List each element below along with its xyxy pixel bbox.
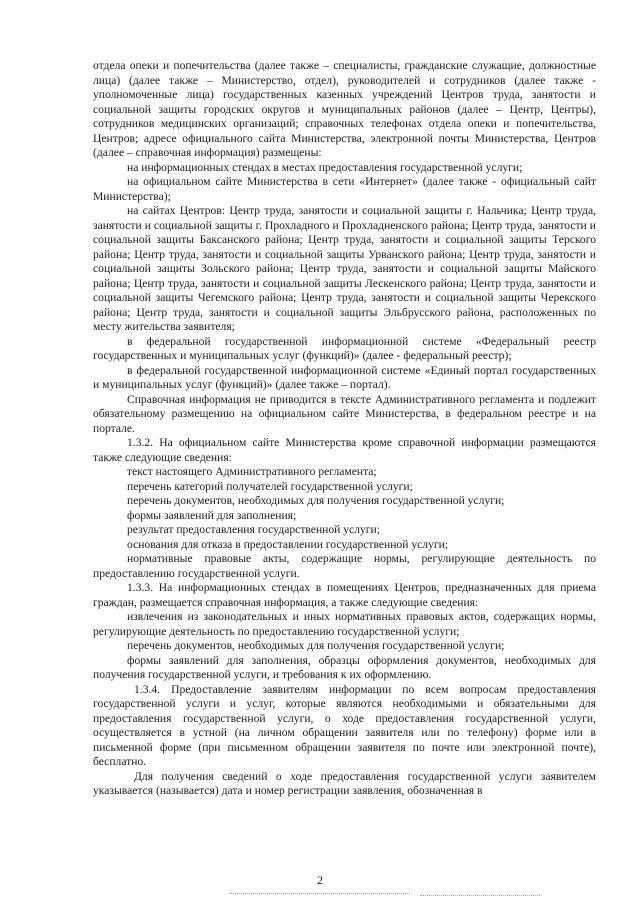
list-item: текст настоящего Административного регламента; xyxy=(127,465,377,478)
paragraph: в федеральной государственной информационной системе «Федеральный реестр государственных и муниципальных услуг (функций)» (далее - федеральный реестр); xyxy=(93,334,596,362)
list-item: формы заявлений для заполнения, образцы оформления документов, необходимых для получения государственной услуги, и требования к их оформлению. xyxy=(93,653,596,681)
list-item: результат предоставления государственной услуги; xyxy=(127,523,380,536)
section-paragraph: 1.3.2. На официальном сайте Министерства кроме справочной информации размещаются также следующие сведения: xyxy=(93,436,596,464)
paragraph: отдела опеки и попечительства (далее также – специалисты, гражданские служащие, должностные лица) (далее также – Министерство, отдел), руководителей и сотрудников (далее также - уполномоченные лица) государственных казенных учреждений Центров труда, занятости и социальной защиты городских округов и муниципальных районов (далее – Центр, Центры), сотрудников медицинских организаций; справочных телефонах отдела опеки и попечительства, Центров; адресе официального сайта Министерства, электронной почты Министерства, Центров (далее – справочная информация) размещены: xyxy=(93,59,596,159)
list-item: извлечения из законодательных и иных нормативных правовых актов, содержащих нормы, регулирующие деятельность по предоставлению государственной услуги; xyxy=(93,610,596,638)
footer-divider xyxy=(420,895,540,896)
page-number: 2 xyxy=(317,873,323,887)
list-item: нормативные правовые акты, содержащие нормы, регулирующие деятельность по предоставлению государственной услуги. xyxy=(93,552,596,580)
document-body xyxy=(93,59,596,799)
paragraph: на официальном сайте Министерства в сети «Интернет» (далее также - официальный сайт Министерства); xyxy=(93,175,596,203)
list-item: формы заявлений для заполнения; xyxy=(127,508,297,522)
paragraph: Справочная информация не приводится в тексте Административного регламента и подлежит обязательному размещению на официальном сайте Министерства, в федеральном реестре и на портале. xyxy=(93,392,596,435)
paragraph: на сайтах Центров: Центр труда, занятости и социальной защиты г. Нальчика; Центр труда, занятости и социальной защиты г. Прохладного и Прохладненского района; Центр труда, занятости и социальной защиты Баксанского района; Центр труда, занятости и социальной защиты Терского района; Центр труда, занятости и социальной защиты Урванского района; Центр труда, занятости и социальной защиты Зольского района; Центр труда, занятости и социальной защиты Майского района; Центр труда, занятости и социальной защиты Лескенского района; Центр труда, занятости и социальной защиты Чегемского района; Центр труда, занятости и социальной защиты Черекского района; Центр труда, занятости и социальной защиты Эльбрусского района, расположенных по месту жительства заявителя; xyxy=(93,204,596,333)
list-item: перечень документов, необходимых для получения государственной услуги; xyxy=(127,494,505,507)
list-item: перечень категорий получателей государственной услуги; xyxy=(127,479,413,493)
list-item: основания для отказа в предоставлении государственной услуги; xyxy=(127,537,449,551)
section-paragraph: 1.3.3. На информационных стендах в помещениях Центров, предназначенных для приема граждан, размещается справочная информация, а также следующие сведения: xyxy=(93,581,596,609)
list-item: перечень документов, необходимых для получения государственной услуги; xyxy=(127,639,505,652)
paragraph: в федеральной государственной информационной системе «Единый портал государственных и муниципальных услуг (функций)» (далее также – портал). xyxy=(93,363,596,391)
paragraph: Для получения сведений о ходе предоставления государственной услуги заявителем указывается (называется) дата и номер регистрации заявления, обозначенная в xyxy=(93,769,596,797)
section-paragraph: 1.3.4. Предоставление заявителям информации по всем вопросам предоставления государственной услуги и услуг, которые являются необходимыми и обязательными для предоставления государственной услуги, о ходе предоставления государственной услуги, осуществляется в устной (на личном обращении заявителя или по телефону) форме или в письменной форме (при письменном обращении заявителя по почте или электронной почте), бесплатно. xyxy=(93,682,596,768)
footer-divider xyxy=(230,893,410,894)
paragraph: на информационных стендах в местах предоставления государственной услуги; xyxy=(127,160,523,174)
